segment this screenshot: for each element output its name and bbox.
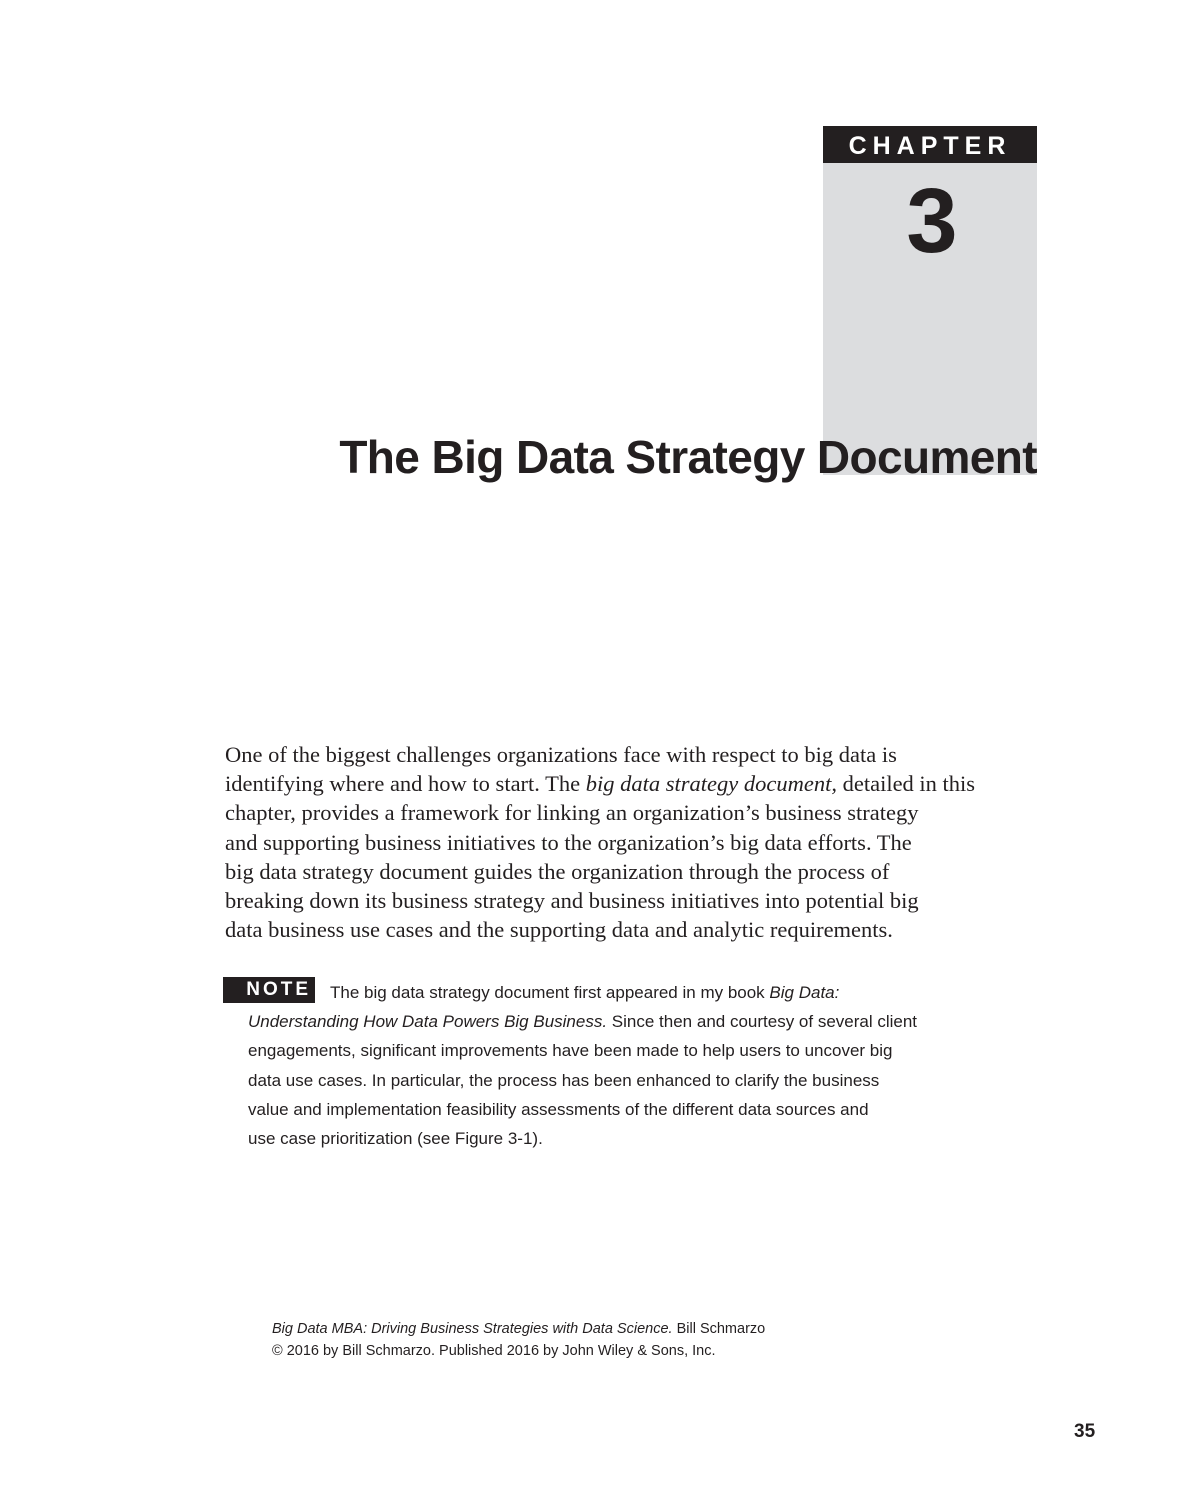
page-number: 35 — [1074, 1421, 1096, 1442]
footer-credit — [272, 1318, 912, 1362]
intro-line: big data strategy document guides the organization through the process of — [225, 858, 890, 884]
note-line: engagements, significant improvements have been made to help users to uncover big — [248, 1041, 893, 1061]
intro-text: identifying where and how to start. The — [225, 771, 586, 797]
footer-author: Bill Schmarzo — [672, 1321, 766, 1337]
note-line: data use cases. In particular, the process has been enhanced to clarify the business — [248, 1070, 880, 1090]
note-line — [248, 1007, 1028, 1036]
intro-line: One of the biggest challenges organizations face with respect to big data is — [225, 742, 897, 767]
intro-line — [225, 769, 1043, 798]
note-text: Since then and courtesy of several client — [607, 1012, 918, 1032]
note-italic-title: Understanding How Data Powers Big Business. — [248, 1012, 608, 1032]
note-line: value and implementation feasibility assessments of the different data sources and — [248, 1099, 869, 1119]
note-line — [248, 978, 1028, 1007]
note-line: use case prioritization (see Figure 3-1). — [248, 1129, 543, 1149]
intro-paragraph — [225, 740, 1043, 944]
footer-book-title: Big Data MBA: Driving Business Strategies with Data Science. — [272, 1321, 673, 1337]
note-paragraph — [248, 978, 1028, 1153]
intro-line: and supporting business initiatives to the organization’s big data efforts. The — [225, 829, 912, 855]
intro-line: chapter, provides a framework for linking an organization’s business strategy — [225, 800, 919, 826]
chapter-box — [823, 126, 1037, 475]
intro-text: detailed in this — [836, 771, 976, 797]
chapter-number: 3 — [906, 170, 958, 272]
note-italic-title: Big Data: — [769, 983, 840, 1002]
intro-line: data business use cases and the supporting data and analytic requirements. — [225, 917, 893, 943]
footer-copyright: © 2016 by Bill Schmarzo. Published 2016 by John Wiley & Sons, Inc. — [272, 1343, 716, 1359]
chapter-title: The Big Data Strategy Document — [339, 431, 1037, 483]
intro-line: breaking down its business strategy and business initiatives into potential big — [225, 888, 919, 914]
intro-italic-term: big data strategy document, — [585, 771, 837, 797]
chapter-label: CHAPTER — [823, 126, 1037, 163]
note-text: The big data strategy document first appeared in my book — [330, 983, 770, 1002]
footer-book-line — [272, 1318, 912, 1340]
note-badge: NOTE — [223, 977, 315, 1003]
